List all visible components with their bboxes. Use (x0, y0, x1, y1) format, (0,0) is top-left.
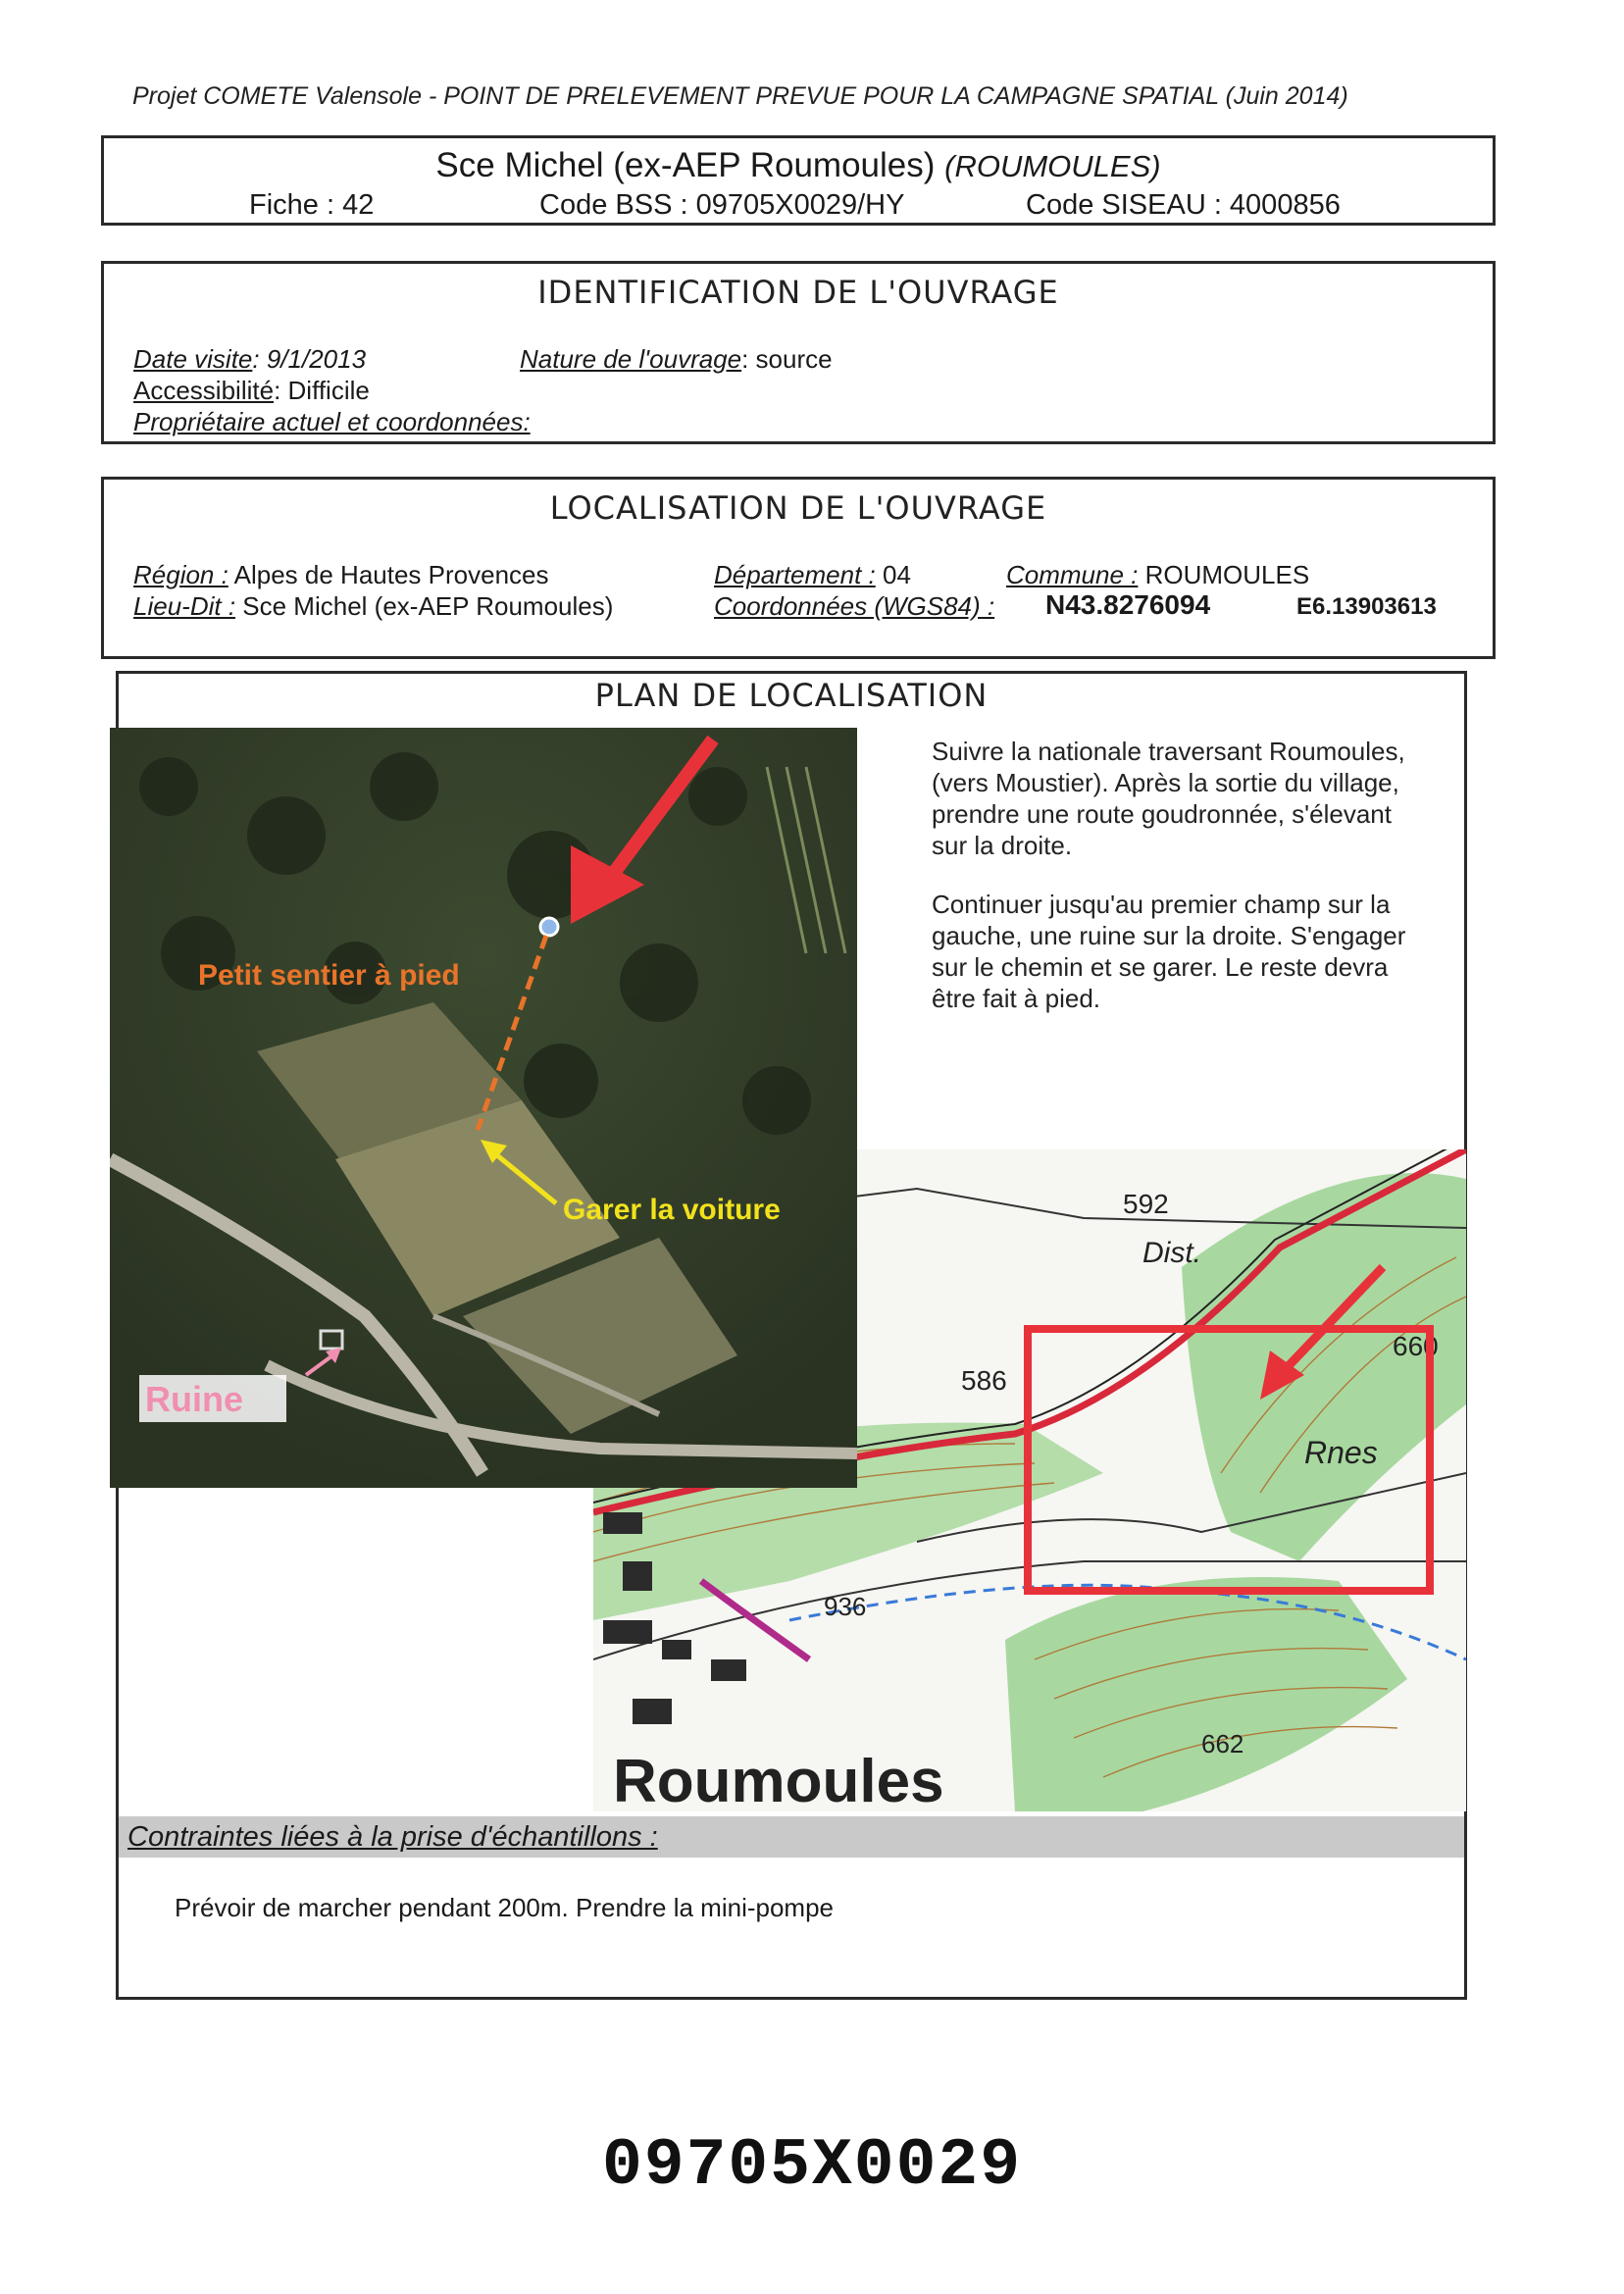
alt-586: 586 (961, 1365, 1007, 1396)
lieu-label: Lieu-Dit : (133, 591, 236, 621)
site-name: Sce Michel (ex-AEP Roumoules) (435, 146, 936, 184)
building (711, 1659, 746, 1681)
site-commune: (ROUMOULES) (944, 149, 1161, 183)
site-title (104, 146, 1493, 185)
town-label: Roumoules (613, 1748, 944, 1811)
ruine-label: Ruine (145, 1379, 244, 1419)
description-paragraph-2: Continuer jusqu'au premier champ sur la gauche, une ruine sur la droite. S'engager sur le chemin et se garer. Le reste devra être fait à pied. (932, 890, 1406, 1013)
source-point (540, 918, 558, 936)
dept-label: Département : (714, 560, 876, 589)
title-box (101, 135, 1496, 226)
owner-label: Propriétaire actuel et coordonnées: (133, 407, 531, 436)
region-label: Région : (133, 560, 228, 589)
building (662, 1640, 691, 1659)
tree-clump (688, 767, 747, 826)
fiche-number: Fiche : 42 (249, 189, 375, 221)
alt-592: 592 (1123, 1189, 1169, 1219)
tree-clump (524, 1044, 598, 1118)
nature-value: : source (741, 344, 833, 374)
lieu-dit (133, 591, 613, 622)
region (133, 560, 549, 590)
region-value: Alpes de Hautes Provences (233, 560, 549, 589)
localisation-box (101, 477, 1496, 659)
access-label: Accessibilité (133, 376, 275, 405)
dist-label: Dist. (1142, 1237, 1201, 1269)
tree-clump (139, 757, 198, 816)
footer-code: 09705X0029 (601, 2128, 1023, 2204)
nature-ouvrage (520, 344, 833, 375)
tree-clump (742, 1066, 811, 1135)
nature-label: Nature de l'ouvrage (520, 344, 742, 374)
alt-936: 936 (824, 1592, 867, 1621)
lieu-value: Sce Michel (ex-AEP Roumoules) (242, 591, 614, 621)
identification-title: IDENTIFICATION DE L'OUVRAGE (537, 274, 1059, 311)
code-bss: Code BSS : 09705X0029/HY (539, 189, 905, 221)
coordonnees (714, 591, 994, 622)
building (603, 1620, 652, 1644)
localisation-title: LOCALISATION DE L'OUVRAGE (549, 489, 1047, 527)
date-value: : 9/1/2013 (252, 344, 367, 374)
date-label: Date visite (133, 344, 253, 374)
departement (714, 560, 911, 590)
plan-title: PLAN DE LOCALISATION (594, 677, 989, 714)
rnes-label: Rnes (1304, 1435, 1378, 1470)
coord-east: E6.13903613 (1296, 593, 1437, 620)
description-paragraph-1: Suivre la nationale traversant Roumoules, (vers Moustier). Après la sortie du village, prendre une route goudronnée, s'élevant sur la droite. (932, 737, 1405, 860)
alt-662: 662 (1201, 1729, 1244, 1759)
contraintes-text: Prévoir de marcher pendant 200m. Prendre la mini-pompe (175, 1893, 835, 1922)
aerial-photo (110, 728, 857, 1488)
parking-label: Garer la voiture (563, 1194, 781, 1226)
dept-value: 04 (882, 560, 911, 589)
commune-value: ROUMOULES (1144, 560, 1310, 589)
document-header: Projet COMETE Valensole - POINT DE PRELEVEMENT PREVUE POUR LA CAMPAGNE SPATIAL (Juin 2014) (132, 82, 1348, 110)
building (633, 1699, 672, 1724)
building (603, 1512, 642, 1534)
building (623, 1561, 652, 1591)
commune (1006, 560, 1309, 590)
tree-clump (370, 752, 438, 821)
tree-clump (247, 796, 326, 875)
coord-north: N43.8276094 (1045, 589, 1211, 620)
identification-box (101, 261, 1496, 444)
tree-clump (620, 943, 698, 1022)
contraintes-title: Contraintes liées à la prise d'échantillons : (127, 1821, 658, 1853)
alt-660: 660 (1393, 1331, 1439, 1361)
route-description (932, 736, 1422, 1042)
coord-label: Coordonnées (WGS84) : (714, 591, 995, 621)
footpath-label: Petit sentier à pied (198, 959, 460, 992)
code-siseau: Code SISEAU : 4000856 (1026, 189, 1341, 221)
proprietaire (133, 407, 531, 437)
commune-label: Commune : (1006, 560, 1139, 589)
accessibilite (133, 376, 370, 406)
access-value: : Difficile (274, 376, 370, 405)
date-visite (133, 344, 366, 375)
